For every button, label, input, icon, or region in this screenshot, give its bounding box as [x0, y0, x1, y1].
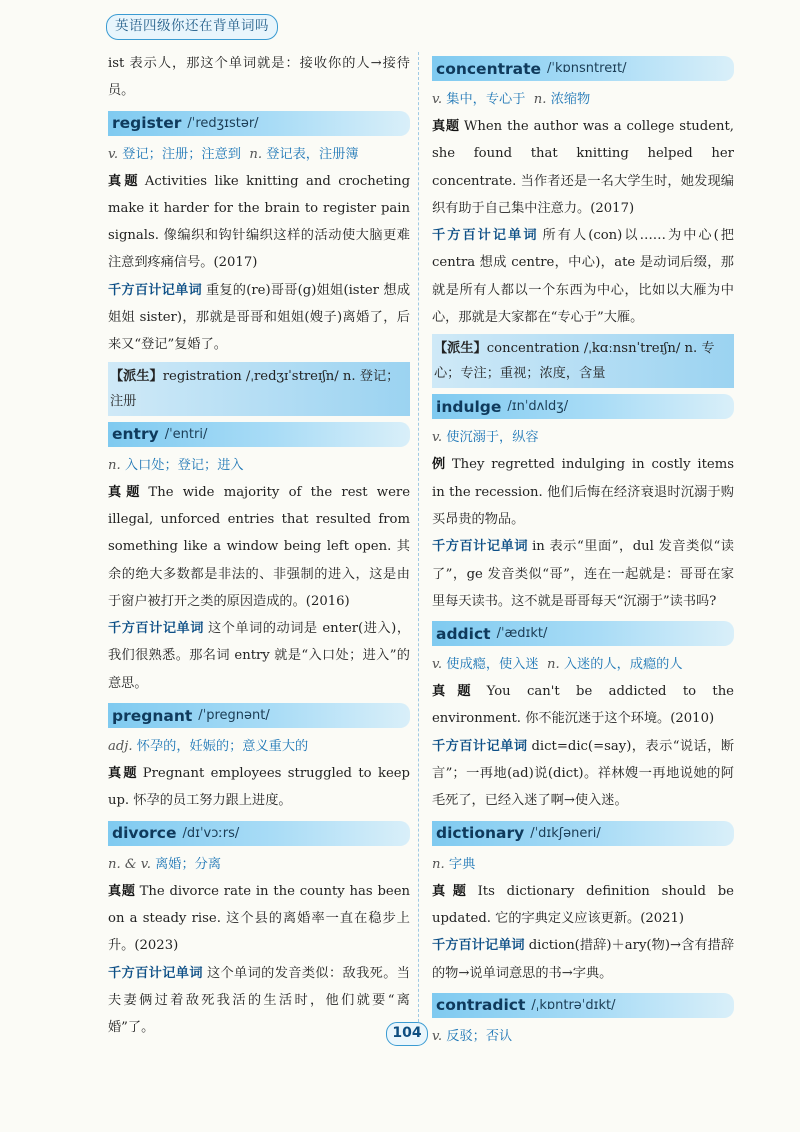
phonetic: /ˈædɪkt/ [496, 626, 548, 642]
headword-bar [108, 422, 410, 447]
left-column [108, 50, 410, 1041]
headword-bar [432, 56, 734, 81]
entry-divorce [108, 821, 410, 1042]
headword-bar [432, 394, 734, 419]
entry-dictionary [432, 821, 734, 987]
entry-pregnant [108, 703, 410, 815]
headword-bar [432, 821, 734, 846]
memory-tip: 千方百计记单词 所有人(con)以……为中心(把 centra 想成 centre，中心)，ate 是动词后缀，那就是所有人都以一个东西为中心，比如以大雁为中心，那就是大家都在“专心于”大雁。 [432, 228, 734, 326]
headword-bar [432, 993, 734, 1018]
column-divider [418, 52, 419, 1037]
entry-indulge [432, 394, 734, 615]
phonetic: /ˈkɒnsntreɪt/ [547, 61, 627, 76]
memory-tip: 千方百计记单词 重复的(re)哥哥(g)姐姐(ister 想成姐姐 sister)，那就是哥哥和姐姐(嫂子)离婚了，后来又“登记”复婚了。 [108, 282, 411, 353]
phonetic: /ˈredʒɪstər/ [187, 115, 259, 131]
example-sentence: 例 They regretted indulging in costly items in the recession. 他们后悔在经济衰退时沉溺于购买昂贵的物品。 [432, 457, 734, 527]
derivative: 【派生】registration /ˌredʒɪˈstreɪʃn/ n. 登记；注册 [108, 362, 410, 416]
headword: divorce [112, 824, 177, 843]
memory-tip: 千方百计记单词 diction(措辞)＋ary(物)→含有措辞的物→说单词意思的书→字典。 [432, 938, 735, 981]
entry-contradict [432, 993, 734, 1050]
entry-entry [108, 422, 410, 697]
definition: n. 入口处；登记；进入 [108, 457, 244, 473]
phonetic: /ˈpregnənt/ [198, 708, 270, 724]
memory-tip: 千方百计记单词 dict=dic(=say)，表示“说话，断言”；一再地(ad)说(dict)。祥林嫂一再地说她的阿毛死了，已经入迷了啊→使入迷。 [432, 738, 735, 809]
phonetic: /ɪnˈdʌldʒ/ [507, 399, 569, 415]
definition: n. & v. 离婚；分离 [108, 856, 222, 872]
exam-sentence: 真题 Its dictionary definition should be updated. 它的字典定义应该更新。(2021) [432, 883, 734, 926]
book-series-banner: 英语四级你还在背单词吗 [106, 14, 278, 40]
memory-tip: 千方百计记单词 这个单词的发音类似：敌我死。当夫妻俩过着敌死我活的生活时，他们就要“离婚”了。 [108, 965, 410, 1036]
headword-bar [108, 821, 410, 846]
right-column [432, 50, 734, 1050]
definition: v. 使成瘾，使入迷 n. 入迷的人，成瘾的人 [432, 657, 683, 673]
page-number: 104 [386, 1022, 428, 1046]
exam-sentence: 真题 You can't be addicted to the environment. 你不能沉迷于这个环境。(2010) [432, 684, 734, 727]
definition: adj. 怀孕的，妊娠的；意义重大的 [108, 739, 309, 755]
exam-sentence: 真题 The wide majority of the rest were illegal, unforced entries that resulted from something like a window being left open. 其余的绝大多数都是非法的、非强制的进入，这是由于窗户被打开之类的原因造成的。(2016) [108, 484, 410, 609]
exam-sentence: 真题 The divorce rate in the county has been on a steady rise. 这个县的离婚率一直在稳步上升。(2023) [108, 883, 410, 954]
entry-addict [432, 621, 734, 814]
headword-bar [108, 111, 410, 136]
definition: v. 登记；注册；注意到 n. 登记表，注册簿 [108, 146, 359, 162]
definition: v. 使沉溺于，纵容 [432, 430, 539, 446]
phonetic: /ˈdɪkʃəneri/ [530, 825, 601, 841]
definition: n. 字典 [432, 856, 476, 872]
exam-sentence: 真题 When the author was a college student, she found that knitting helped her concentrate. 当作者还是一名大学生时，她发现编织有助于自己集中注意力。(2017) [432, 119, 734, 216]
entry-register [108, 111, 410, 416]
entry-concentrate [432, 56, 734, 388]
memory-tip: 千方百计记单词 这个单词的动词是 enter(进入)，我们很熟悉。那名词 entry 就是“入口处；进入”的意思。 [108, 621, 411, 691]
phonetic: /ˈentri/ [164, 426, 208, 442]
headword: indulge [436, 397, 502, 416]
headword: dictionary [436, 824, 525, 843]
headword: addict [436, 624, 491, 643]
exam-sentence: 真题 Pregnant employees struggled to keep up. 怀孕的员工努力跟上进度。 [108, 766, 410, 809]
headword-bar [108, 703, 410, 728]
definition: v. 集中，专心于 n. 浓缩物 [432, 92, 591, 107]
phonetic: /dɪˈvɔːrs/ [182, 825, 240, 841]
continued-text: ist 表示人，那这个单词就是：接收你的人→接待员。 [108, 56, 410, 99]
headword: concentrate [436, 59, 542, 78]
derivative: 【派生】concentration /ˌkɑːnsnˈtreɪʃn/ n. 专心；专注；重视；浓度，含量 [432, 334, 734, 388]
headword: entry [112, 425, 159, 444]
headword: contradict [436, 996, 526, 1015]
headword: register [112, 114, 182, 133]
exam-sentence: 真题 Activities like knitting and crocheting make it harder for the brain to register pain signals. 像编织和钩针编织这样的活动使大脑更难注意到疼痛信号。(2017) [108, 173, 411, 271]
memory-tip: 千方百计记单词 in 表示“里面”，dul 发音类似“读了”，ge 发音类似“哥”，连在一起就是：哥哥在家里每天读书。这不就是哥哥每天“沉溺于”读书吗? [432, 539, 734, 609]
headword-bar [432, 621, 734, 646]
phonetic: /ˌkɒntrəˈdɪkt/ [531, 997, 616, 1013]
definition: v. 反驳；否认 [432, 1028, 513, 1044]
headword: pregnant [112, 706, 193, 725]
